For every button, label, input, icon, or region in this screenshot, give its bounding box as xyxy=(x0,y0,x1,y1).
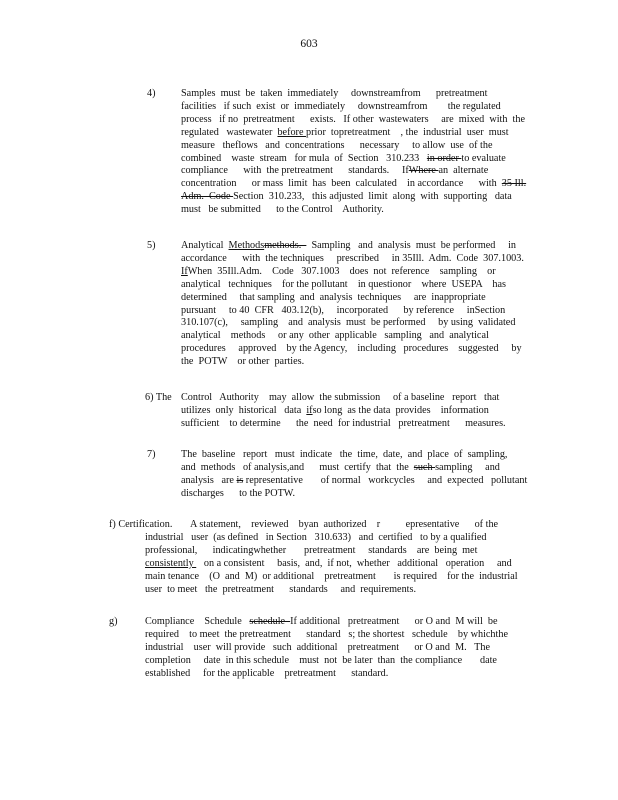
section-g-label: g) xyxy=(109,616,118,627)
text-run: industrial user will provide such additional pretreatment or O and M. The xyxy=(145,641,490,653)
item-4-line xyxy=(181,191,512,203)
text-run: and methods of analysis,and must certify that the xyxy=(181,461,414,473)
text-run: If additional pretreatment or O and M will be xyxy=(290,616,498,627)
item-5-line xyxy=(181,266,496,278)
struck-text: such xyxy=(413,461,436,473)
text-run: compliance with the pretreatment standards. If xyxy=(181,165,409,177)
section-g-line xyxy=(145,629,508,641)
item-7-line xyxy=(181,488,295,500)
struck-text: is xyxy=(236,474,244,486)
struck-text: methods. xyxy=(264,240,307,251)
text-run: sufficient to determine the need for industrial pretreatment measures. xyxy=(181,417,506,429)
item-4-line xyxy=(181,204,384,216)
item-5-line xyxy=(181,343,522,355)
section-f-line xyxy=(145,584,416,596)
text-run: Control Authority may allow the submission of a baseline report that xyxy=(181,392,500,403)
text-run: A statement, reviewed byan authorized r epresentative of the xyxy=(190,519,499,530)
text-run: so long as the data provides information xyxy=(312,404,489,416)
section-g-line xyxy=(145,616,498,628)
section-f-line xyxy=(145,571,518,583)
struck-text: schedule xyxy=(249,616,291,627)
text-run: Analytical xyxy=(181,240,229,251)
item-4-line xyxy=(181,140,492,152)
text-run: established for the applicable pretreatment standard. xyxy=(145,667,389,679)
item-4-line xyxy=(181,178,526,190)
section-f-line xyxy=(145,532,486,544)
text-run: industrial user (as defined in Section 310.633) and certified to by a qualified xyxy=(145,531,487,543)
struck-text: in order xyxy=(426,152,462,164)
page-number: 603 xyxy=(300,38,318,50)
text-run: process if no pretreatment exists. If other wastewaters are mixed with the xyxy=(181,113,526,125)
inserted-text: consistently xyxy=(145,557,197,569)
text-run: utilizes only historical data xyxy=(181,404,307,416)
text-run: determined that sampling and analysis techniques are inappropriate xyxy=(181,291,486,303)
item-4-line xyxy=(181,101,501,113)
text-run: to evaluate xyxy=(461,152,506,164)
item-6-line xyxy=(181,392,499,404)
item-5-line xyxy=(181,292,486,304)
text-run: When 35Ill.Adm. Code 307.1003 does not reference sampling or xyxy=(187,265,496,277)
text-run: Sampling and analysis must be performed in xyxy=(306,240,517,251)
text-run: measure theflows and concentrations necessary to allow use of the xyxy=(181,139,493,151)
item-7-line xyxy=(181,475,527,487)
item-7-line xyxy=(181,449,507,461)
inserted-text: if xyxy=(306,404,313,416)
text-run: must be submitted to the Control Authority. xyxy=(181,204,384,216)
text-run: combined waste stream for mula of Section 310.233 xyxy=(181,152,427,164)
struck-text: Where xyxy=(408,165,439,177)
text-run: concentration or mass limit has been calculated in accordance with xyxy=(181,178,502,190)
section-f-label: f) Certification. xyxy=(109,519,173,530)
inserted-text: Methods xyxy=(228,240,265,251)
section-f-line xyxy=(145,545,477,557)
item-7-label: 7) xyxy=(147,449,156,460)
text-run: regulated wastewater xyxy=(181,126,278,138)
text-run: representative of normal workcycles and expected pollutant xyxy=(243,474,528,486)
text-run: main tenance (O and M) or additional pretreatment is required for the industrial xyxy=(145,570,518,582)
text-run: Section 310.233, this adjusted limit along with supporting data xyxy=(233,191,512,203)
text-run: analytical techniques for the pollutant in questionor where USEPA has xyxy=(181,278,506,290)
text-run: sampling and xyxy=(435,461,500,473)
text-run: required to meet the pretreatment standard s; the shortest schedule by whichthe xyxy=(145,628,508,640)
item-5-line xyxy=(181,253,524,265)
text-run: accordance with the techniques prescribed in 35Ill. Adm. Code 307.1003. xyxy=(181,252,524,264)
item-4-line xyxy=(181,88,487,100)
item-5-line xyxy=(181,330,489,342)
section-g-line xyxy=(145,642,490,654)
item-5-line xyxy=(181,356,304,368)
section-g-line xyxy=(145,655,497,667)
text-run: an alternate xyxy=(438,165,489,177)
text-run: on a consistent basis, and, if not, whether additional operation and xyxy=(196,557,512,569)
item-5-line xyxy=(181,305,505,317)
item-4-line xyxy=(181,153,506,165)
text-run: pursuant to 40 CFR 403.12(b), incorporated by reference inSection xyxy=(181,304,506,316)
inserted-text: before xyxy=(277,126,307,138)
item-5-line xyxy=(181,279,506,291)
text-run: Compliance Schedule xyxy=(145,616,250,627)
item-6-line xyxy=(181,418,506,430)
text-run: the POTW or other parties. xyxy=(181,356,305,368)
item-4-line xyxy=(181,127,509,139)
struck-text: Adm. Code xyxy=(181,191,234,203)
text-run: 310.107(c), sampling and analysis must be performed by using validated xyxy=(181,317,516,329)
item-5-line xyxy=(181,317,515,329)
text-run: analytical methods or any other applicable sampling and analytical xyxy=(181,330,489,342)
item-5-line xyxy=(181,240,516,252)
item-6-label: 6) The xyxy=(145,392,172,403)
text-run: prior topretreatment , the industrial user must xyxy=(306,126,509,138)
item-4-label: 4) xyxy=(147,88,156,99)
text-run: discharges to the POTW. xyxy=(181,487,296,499)
text-run: Samples must be taken immediately downstreamfrom pretreatment xyxy=(181,88,488,99)
text-run: professional, indicatingwhether pretreatment standards are being met xyxy=(145,544,478,556)
inserted-text: If xyxy=(181,265,188,277)
text-run: facilities if such exist or immediately downstreamfrom the regulated xyxy=(181,100,501,112)
item-4-line xyxy=(181,165,488,177)
section-f-line xyxy=(145,558,512,570)
text-run: completion date in this schedule must not be later than the compliance date xyxy=(145,654,497,666)
text-run: user to meet the pretreatment standards and requirements. xyxy=(145,583,417,595)
item-4-line xyxy=(181,114,525,126)
text-run: procedures approved by the Agency, including procedures suggested by xyxy=(181,343,522,355)
text-run: analysis are xyxy=(181,474,237,486)
item-6-line xyxy=(181,405,489,417)
section-g-line xyxy=(145,668,388,680)
item-7-line xyxy=(181,462,500,474)
section-f-line xyxy=(190,519,498,531)
text-run: The baseline report must indicate the time, date, and place of sampling, xyxy=(181,449,508,460)
struck-text: 35 Ill. xyxy=(501,178,527,190)
item-5-label: 5) xyxy=(147,240,156,251)
